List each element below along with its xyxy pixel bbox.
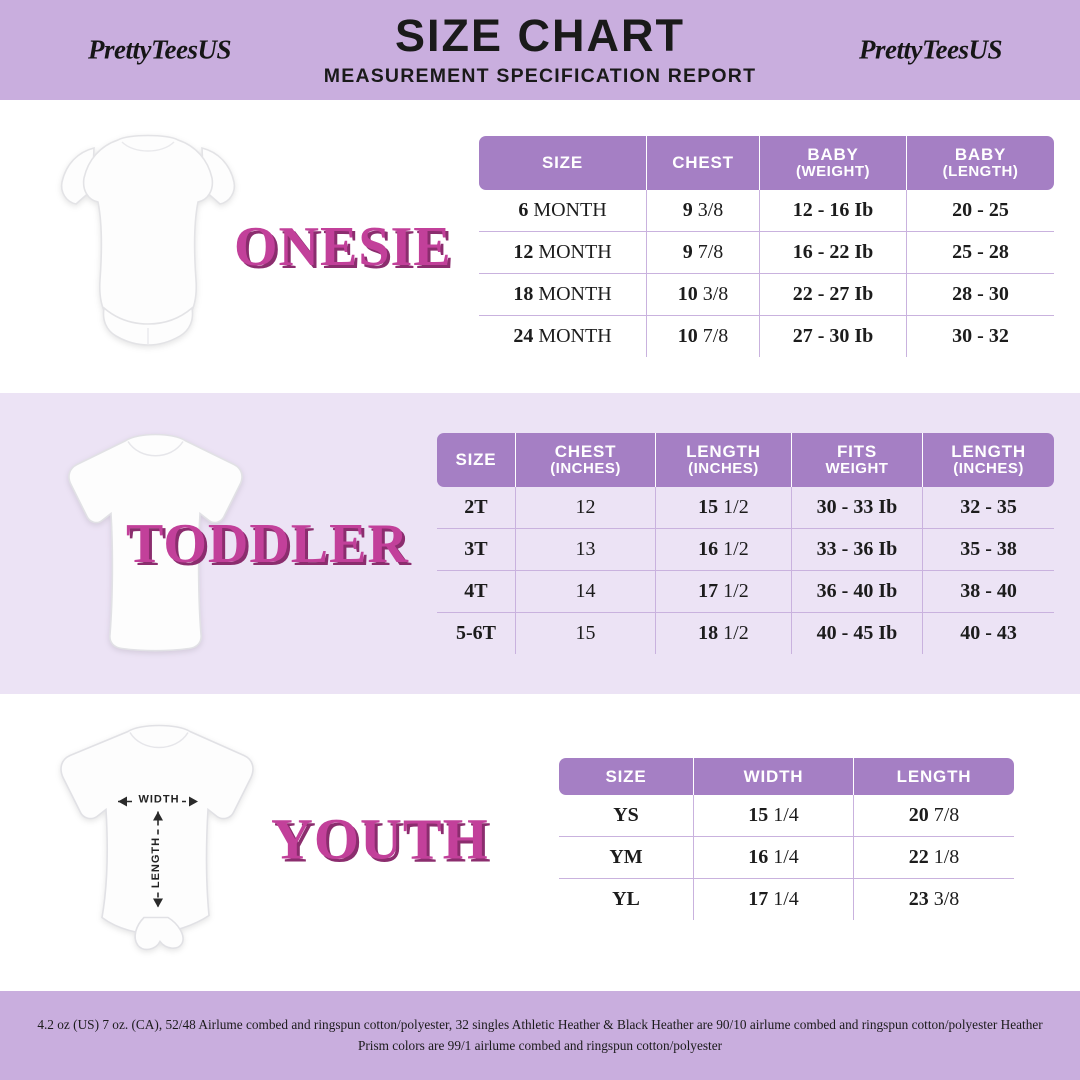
cell: 20 - 25 — [907, 190, 1054, 232]
cell: 20 7/8 — [854, 795, 1014, 837]
cell: 30 - 33 Ib — [792, 487, 923, 529]
cell: 6 MONTH — [479, 190, 647, 232]
page-subtitle: MEASUREMENT SPECIFICATION REPORT — [323, 64, 757, 87]
cell: 9 7/8 — [647, 232, 760, 274]
cell: 25 - 28 — [907, 232, 1054, 274]
cell: 4T — [437, 571, 516, 613]
cell: 16 - 22 Ib — [760, 232, 907, 274]
cell: 27 - 30 Ib — [760, 316, 907, 357]
cell: 9 3/8 — [647, 190, 760, 232]
cell: 12 - 16 Ib — [760, 190, 907, 232]
cell: 18 1/2 — [656, 613, 792, 654]
cell: 13 — [516, 529, 656, 571]
cell: 14 — [516, 571, 656, 613]
table-wrap-onesie — [426, 136, 1054, 357]
cell: 15 1/2 — [656, 487, 792, 529]
garment-toddler — [26, 397, 426, 690]
fabric-disclaimer: 4.2 oz (US) 7 oz. (CA), 52/48 Airlume combed and ringspun cotton/polyester, 32 singles Athletic Heather & Black Heather are 90/10 airlume combed and ringspun cotton/polyester Heather Prism colors are 99/1 airlume combed and ringspun cotton/polyester — [37, 1016, 1043, 1053]
cell: 16 1/2 — [656, 529, 792, 571]
cell: 40 - 43 — [960, 621, 1017, 644]
cell: 38 - 40 — [923, 571, 1054, 613]
table-row — [479, 316, 1054, 357]
section-toddler — [0, 397, 1080, 690]
cell: YS — [559, 795, 694, 837]
header-titles — [323, 9, 757, 88]
size-table-onesie — [479, 136, 1054, 357]
youth-tshirt-measured-icon — [40, 712, 280, 967]
cell: 16 1/4 — [694, 837, 854, 879]
cell: 40 - 45 Ib — [792, 613, 923, 654]
col-header: WIDTH — [694, 758, 854, 795]
col-header: BABY (LENGTH) — [907, 136, 1054, 190]
table-wrap-toddler — [426, 433, 1054, 654]
table-header-row — [559, 758, 1014, 795]
table-row — [559, 879, 1014, 920]
label-onesie: ONESIE — [234, 215, 452, 278]
cell: 3T — [437, 529, 516, 571]
col-header: CHEST (INCHES) — [516, 433, 656, 487]
size-table-youth — [559, 758, 1014, 920]
cell: 12 — [516, 487, 656, 529]
length-label: LENGTH — [150, 836, 162, 889]
cell: 35 - 38 — [923, 529, 1054, 571]
cell: 30 - 32 — [952, 324, 1009, 347]
col-header: LENGTH (INCHES) — [923, 433, 1054, 487]
label-youth: YOUTH — [271, 806, 489, 872]
brand-logo-left: PrettyTeesUS — [88, 34, 231, 65]
cell: 33 - 36 Ib — [792, 529, 923, 571]
page-title: SIZE CHART — [394, 9, 685, 61]
table-row — [479, 232, 1054, 274]
table-row — [437, 487, 1054, 529]
brand-logo-right: PrettyTeesUS — [859, 34, 1002, 65]
cell: 23 3/8 — [908, 888, 960, 911]
table-row — [559, 795, 1014, 837]
garment-youth — [26, 694, 489, 984]
cell: 15 1/4 — [694, 795, 854, 837]
cell: 10 3/8 — [647, 274, 760, 316]
size-table-toddler — [437, 433, 1054, 654]
col-header: FITS WEIGHT — [792, 433, 923, 487]
col-header: CHEST — [647, 136, 760, 190]
cell: 17 1/4 — [694, 879, 854, 920]
label-toddler: TODDLER — [126, 512, 409, 575]
cell: 17 1/2 — [656, 571, 792, 613]
cell: YM — [559, 837, 694, 879]
page-header — [0, 0, 1080, 100]
cell: 5-6T — [437, 613, 516, 654]
cell: 32 - 35 — [923, 487, 1054, 529]
table-row — [479, 190, 1054, 232]
section-onesie — [0, 100, 1080, 393]
table-wrap-youth — [426, 758, 1054, 920]
cell: 2T — [437, 487, 516, 529]
table-header-row — [479, 136, 1054, 190]
col-header: SIZE — [559, 758, 694, 795]
cell: 28 - 30 — [907, 274, 1054, 316]
garment-onesie — [26, 100, 452, 393]
cell: 15 — [516, 613, 656, 654]
col-header: SIZE — [479, 136, 647, 190]
cell: 22 1/8 — [854, 837, 1014, 879]
section-youth — [0, 694, 1080, 984]
cell: 10 7/8 — [647, 316, 760, 357]
table-row — [437, 613, 1054, 654]
cell: 12 MONTH — [479, 232, 647, 274]
cell: YL — [559, 879, 694, 920]
col-header: BABY (WEIGHT) — [760, 136, 907, 190]
table-header-row — [437, 433, 1054, 487]
cell: 24 MONTH — [479, 316, 647, 357]
cell: 18 MONTH — [479, 274, 647, 316]
table-row — [559, 837, 1014, 879]
col-header: LENGTH — [854, 758, 1014, 795]
width-label: WIDTH — [138, 793, 180, 806]
col-header: SIZE — [437, 433, 516, 487]
col-header: LENGTH (INCHES) — [656, 433, 792, 487]
cell: 22 - 27 Ib — [760, 274, 907, 316]
table-row — [437, 571, 1054, 613]
table-row — [479, 274, 1054, 316]
page-footer — [0, 991, 1080, 1080]
table-row — [437, 529, 1054, 571]
cell: 36 - 40 Ib — [792, 571, 923, 613]
onesie-icon — [48, 112, 248, 382]
